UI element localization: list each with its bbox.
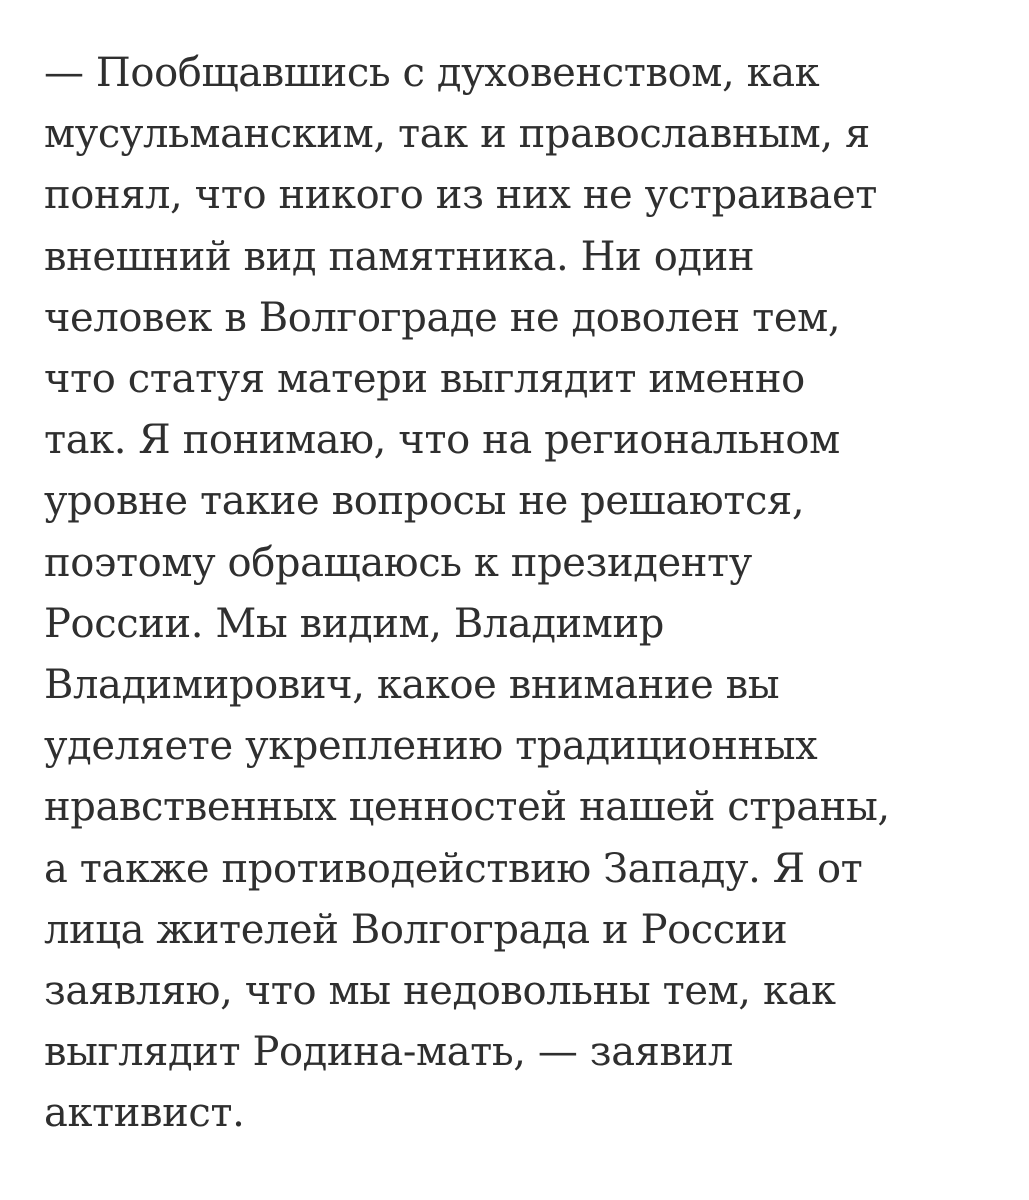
text-line: России. Мы видим, Владимир xyxy=(44,600,664,647)
text-line: уделяете укреплению традиционных xyxy=(44,723,818,770)
text-line: лица жителей Волгограда и России xyxy=(44,906,788,953)
text-line: внешний вид памятника. Ни один xyxy=(44,233,755,280)
text-line: — Пообщавшись с духовенством, как xyxy=(44,50,820,96)
text-line: человек в Волгограде не доволен тем, xyxy=(44,294,841,341)
text-line: выглядит Родина-мать, — заявил xyxy=(44,1029,733,1076)
text-line: Владимирович, какое внимание вы xyxy=(44,662,780,709)
text-line: уровне такие вопросы не решаются, xyxy=(44,478,805,525)
text-line: активист. xyxy=(44,1090,245,1137)
text-line: заявляю, что мы недовольны тем, как xyxy=(44,968,836,1015)
text-line: а также противодействию Западу. Я от xyxy=(44,845,863,892)
text-line: нравственных ценностей нашей страны, xyxy=(44,784,890,831)
text-line: поэтому обращаюсь к президенту xyxy=(44,539,752,586)
text-line: так. Я понимаю, что на региональном xyxy=(44,417,840,464)
text-line: что статуя матери выглядит именно xyxy=(44,356,805,403)
text-line: мусульманским, так и православным, я xyxy=(44,111,870,158)
article-text xyxy=(44,43,1004,1145)
text-line: понял, что никого из них не устраивает xyxy=(44,172,877,219)
